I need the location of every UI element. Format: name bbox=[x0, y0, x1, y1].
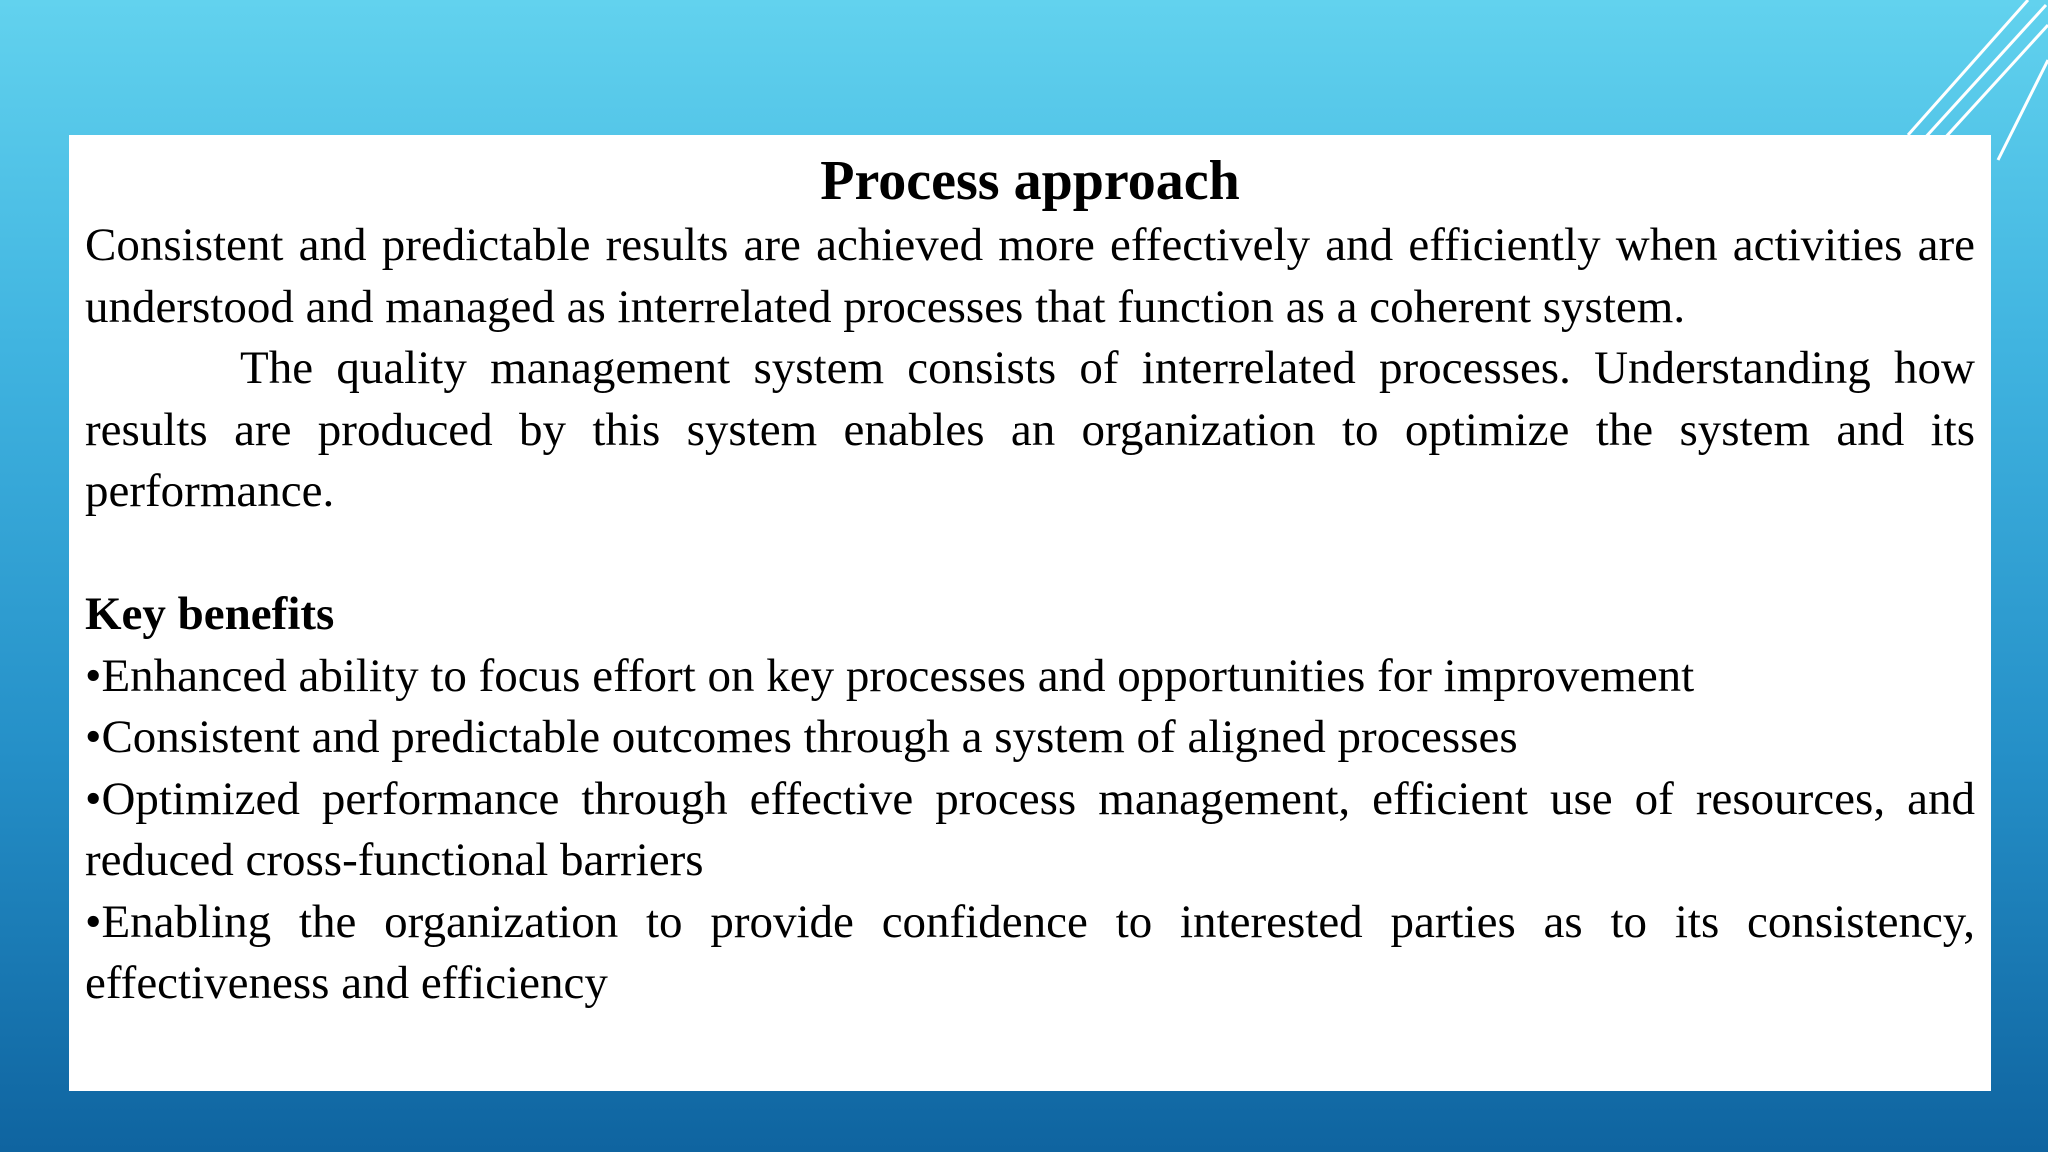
content-panel bbox=[69, 135, 1991, 1091]
intro-paragraph: Consistent and predictable results are achieved more effectively and efficiently when activities are understood and managed as interrelated processes that function as a coherent system. bbox=[85, 219, 1975, 333]
benefit-item: •Optimized performance through effective process management, efficient use of resources, and reduced cross-functional barriers bbox=[85, 772, 1975, 886]
benefits-heading: Key benefits bbox=[85, 588, 335, 640]
benefit-item: •Enhanced ability to focus effort on key processes and opportunities for improvement bbox=[85, 649, 1695, 702]
spacer bbox=[85, 523, 1975, 585]
qms-paragraph: The quality management system consists of interrelated processes. Understanding how results are produced by this system enables an organization to optimize the system and its performance. bbox=[85, 342, 1975, 517]
slide-title: Process approach bbox=[820, 150, 1240, 212]
benefit-item: •Consistent and predictable outcomes through a system of aligned processes bbox=[85, 711, 1518, 763]
benefit-item: •Enabling the organization to provide confidence to interested parties as to its consistency, effectiveness and efficiency bbox=[85, 895, 1975, 1009]
